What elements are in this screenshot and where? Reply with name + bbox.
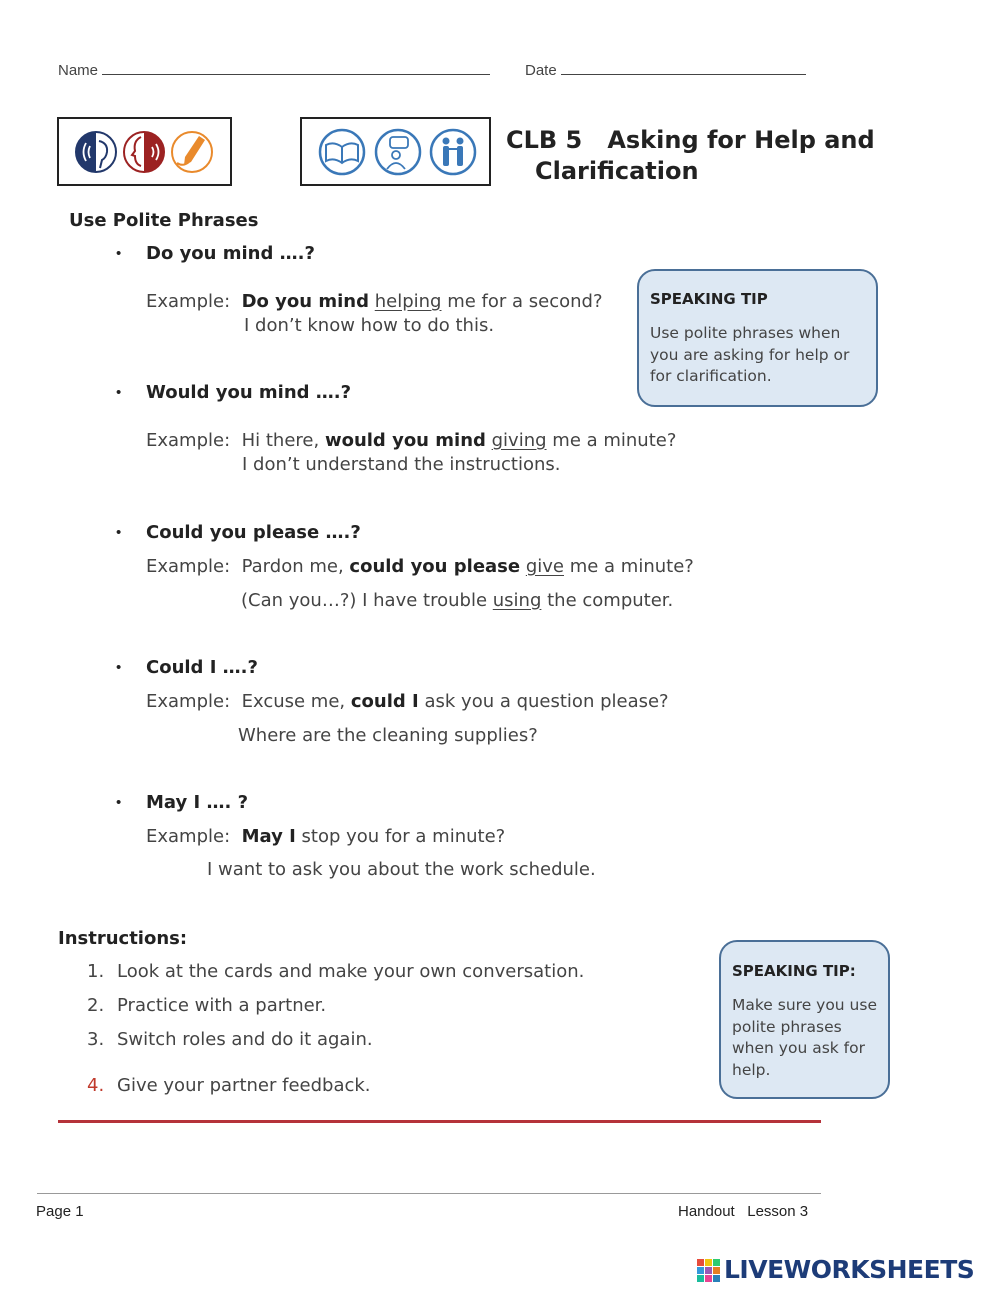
speaking-tip-title: SPEAKING TIP [650,290,768,308]
instruction-item [87,1075,371,1096]
example-underlined: giving [491,430,547,451]
example-label: Example: [146,691,231,712]
bullet-heading: Would you mind ….? [146,382,352,403]
instruction-item [87,995,326,1016]
instruction-item [87,1029,373,1050]
footer-lesson: Lesson 3 [747,1203,809,1220]
example-rest: ask you a question please? [424,691,669,712]
example-label: Example: [146,826,231,847]
person-speech-icon [376,130,420,174]
liveworksheets-wordmark: LIVEWORKSHEETS [724,1255,975,1284]
bullet-dot: • [116,524,122,541]
instruction-number: 3. [87,1029,105,1050]
footer-label [678,1203,808,1220]
reading-book-icon [320,130,364,174]
example-line-2-underlined: using [492,590,542,611]
bullet-heading: Could you please ….? [146,522,361,543]
theme-icons [302,119,489,184]
example-line [146,691,669,712]
speaking-tip-body: Make sure you use polite phrases when you ask for help. [732,996,877,1079]
example-underlined: give [525,556,564,577]
bullet-heading: Could I ….? [146,657,258,678]
speaking-tip-box-2 [719,940,890,1099]
name-label: Name [58,62,99,79]
example-line [146,556,694,577]
name-blank[interactable] [102,60,490,75]
example-rest: stop you for a minute? [301,826,506,847]
example-line-2 [241,590,673,611]
bullet-dot: • [116,794,122,811]
instruction-text: Give your partner feedback. [117,1075,371,1096]
example-line-2: I don’t know how to do this. [244,315,495,336]
example-rest: me for a second? [447,291,603,312]
bullet-dot: • [116,659,122,676]
example-rest: me a minute? [569,556,694,577]
page-number: Page 1 [36,1203,84,1220]
example-line-2: Where are the cleaning supplies? [238,725,538,746]
speaking-icon [124,132,164,172]
instruction-text: Look at the cards and make your own conversation. [117,961,585,982]
example-line-2-pre: (Can you…?) I have trouble [241,590,488,611]
example-pre: Hi there, [241,430,320,451]
section-heading: Use Polite Phrases [69,210,259,231]
example-rest: me a minute? [552,430,677,451]
example-line [146,430,676,451]
instruction-number: 1. [87,961,105,982]
footer-divider [37,1193,821,1194]
skills-icon-box [57,117,232,186]
example-label: Example: [146,291,231,312]
example-underlined: helping [374,291,442,312]
example-line-2: I don’t understand the instructions. [242,454,561,475]
example-bold: Do you mind [241,291,369,312]
instruction-text: Practice with a partner. [117,995,327,1016]
bullet-dot: • [116,245,122,262]
red-divider [58,1120,821,1123]
example-line-2: I want to ask you about the work schedule. [207,859,596,880]
example-pre: Pardon me, [241,556,344,577]
example-bold: May I [241,826,296,847]
example-label: Example: [146,430,231,451]
instruction-number: 2. [87,995,105,1016]
title-line-1: CLB 5 Asking for Help and [506,126,875,154]
instruction-item [87,961,584,982]
example-line-2-post: the computer. [547,590,674,611]
footer-handout: Handout [678,1203,735,1220]
writing-icon [172,132,212,172]
title-line-2: Clarification [535,157,699,185]
example-line [146,826,505,847]
speaking-tip-title: SPEAKING TIP: [732,962,856,980]
liveworksheets-logo [697,1255,995,1287]
example-bold: could you please [349,556,521,577]
speaking-tip-body: Use polite phrases when you are asking for help or for clarification. [650,324,850,385]
bullet-heading: Do you mind ….? [146,243,315,264]
example-pre: Excuse me, [241,691,346,712]
liveworksheets-logo-icon [697,1257,721,1285]
example-bold: would you mind [324,430,486,451]
theme-icon-box [300,117,491,186]
bullet-heading: May I …. ? [146,792,249,813]
date-label: Date [525,62,557,79]
name-field [58,60,490,79]
skills-icons [59,119,230,184]
date-field [525,60,806,79]
instruction-text: Switch roles and do it again. [117,1029,373,1050]
instruction-number: 4. [87,1075,105,1096]
example-bold: could I [350,691,419,712]
page-title [506,125,875,187]
listening-icon [76,132,116,172]
instructions-heading: Instructions: [58,928,188,949]
example-label: Example: [146,556,231,577]
date-blank[interactable] [561,60,806,75]
speaking-tip-box [637,269,878,407]
people-group-icon [431,130,475,174]
bullet-dot: • [116,384,122,401]
example-line [146,291,603,312]
